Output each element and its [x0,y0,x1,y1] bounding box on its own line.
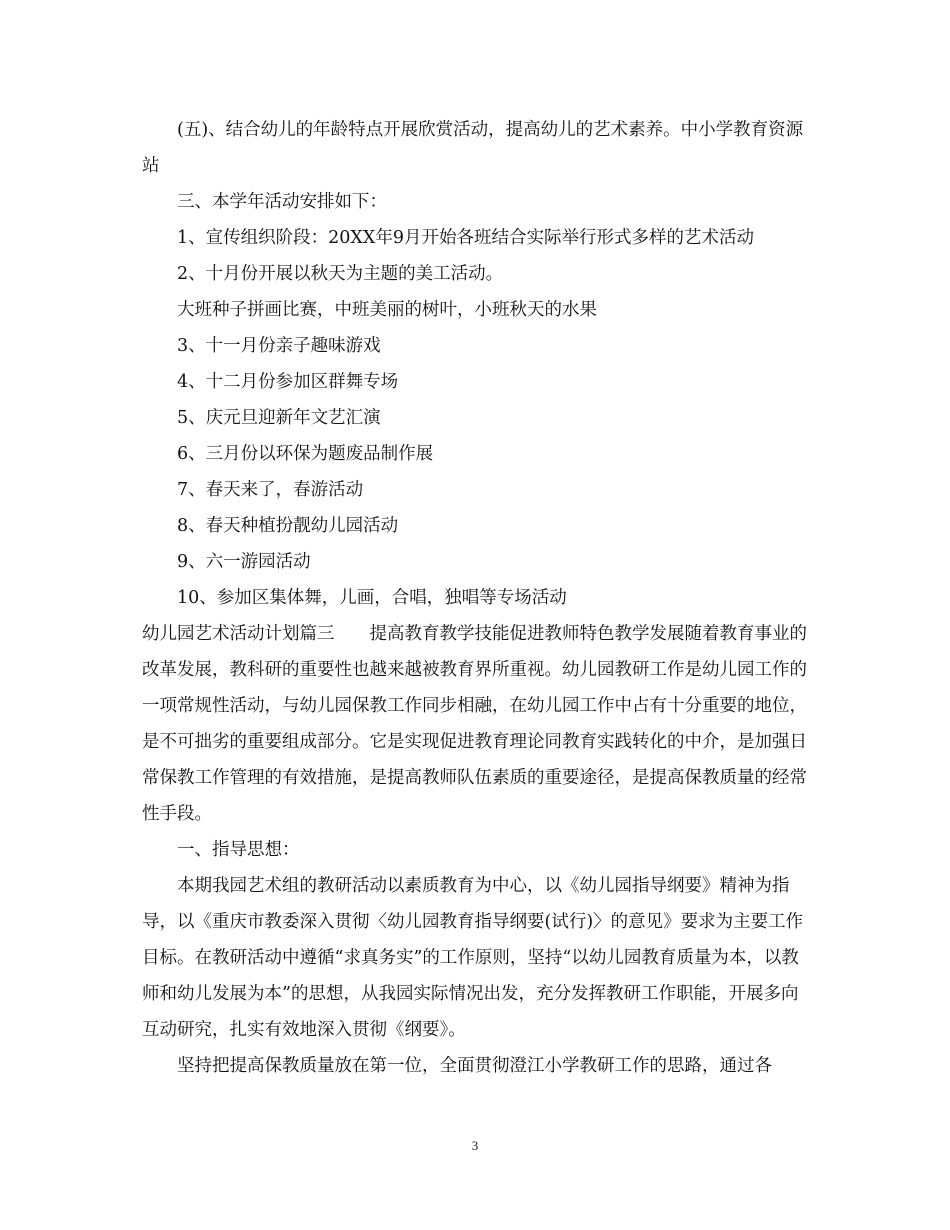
page-number: 3 [471,1138,479,1153]
body-paragraph: 本期我园艺术组的教研活动以素质教育为中心，以《幼儿园指导纲要》精神为指导，以《重庆市教委深入贯彻〈幼儿园教育指导纲要(试行)〉的意见》要求为主要工作目标。在教研活动中遵循“求真务实”的工作原则，坚持“以幼儿园教育质量为本，以教师和幼儿发展为本”的思想，从我园实际情况出发，充分发挥教研工作职能，开展多向互动研究，扎实有效地深入贯彻《纲要》。 [142,876,804,1040]
body-paragraph: 大班种子拼画比赛，中班美丽的树叶，小班秋天的水果 [177,300,597,320]
body-paragraph: 10、参加区集体舞，儿画，合唱，独唱等专场活动 [177,588,567,608]
body-paragraph: 1、宣传组织阶段：20XX年9月开始各班结合实际举行形式多样的艺术活动 [177,228,754,248]
body-paragraph: 8、春天种植扮靓幼儿园活动 [177,516,399,536]
body-paragraph: (五)、结合幼儿的年龄特点开展欣赏活动，提高幼儿的艺术素养。中小学教育资源站 [142,120,804,176]
page-body [142,112,810,1084]
body-paragraph: 坚持把提高保教质量放在第一位，全面贯彻澄江小学教研工作的思路，通过各 [177,1056,772,1076]
body-paragraph: 6、三月份以环保为题废品制作展 [177,444,434,464]
body-paragraph: 4、十二月份参加区群舞专场 [177,372,399,392]
body-paragraph: 三、本学年活动安排如下： [177,192,387,212]
body-paragraph: 幼儿园艺术活动计划篇三 提高教育教学技能促进教师特色教学发展随着教育事业的改革发展，教科研的重要性也越来越被教育界所重视。幼儿园教研工作是幼儿园工作的一项常规性活动，与幼儿园保教工作同步相融，在幼儿园工作中占有十分重要的地位，是不可拙劣的重要组成部分。它是实现促进教育理论同教育实践转化的中介，是加强日常保教工作管理的有效措施，是提高教师队伍素质的重要途径，是提高保教质量的经常性手段。 [142,624,807,824]
body-paragraph: 一、指导思想： [177,840,300,860]
body-paragraph: 5、庆元旦迎新年文艺汇演 [177,408,381,428]
body-paragraph: 9、六一游园活动 [177,552,311,572]
body-paragraph: 2、十月份开展以秋天为主题的美工活动。 [177,264,504,284]
body-paragraph: 3、十一月份亲子趣味游戏 [177,336,381,356]
body-paragraph: 7、春天来了，春游活动 [177,480,364,500]
